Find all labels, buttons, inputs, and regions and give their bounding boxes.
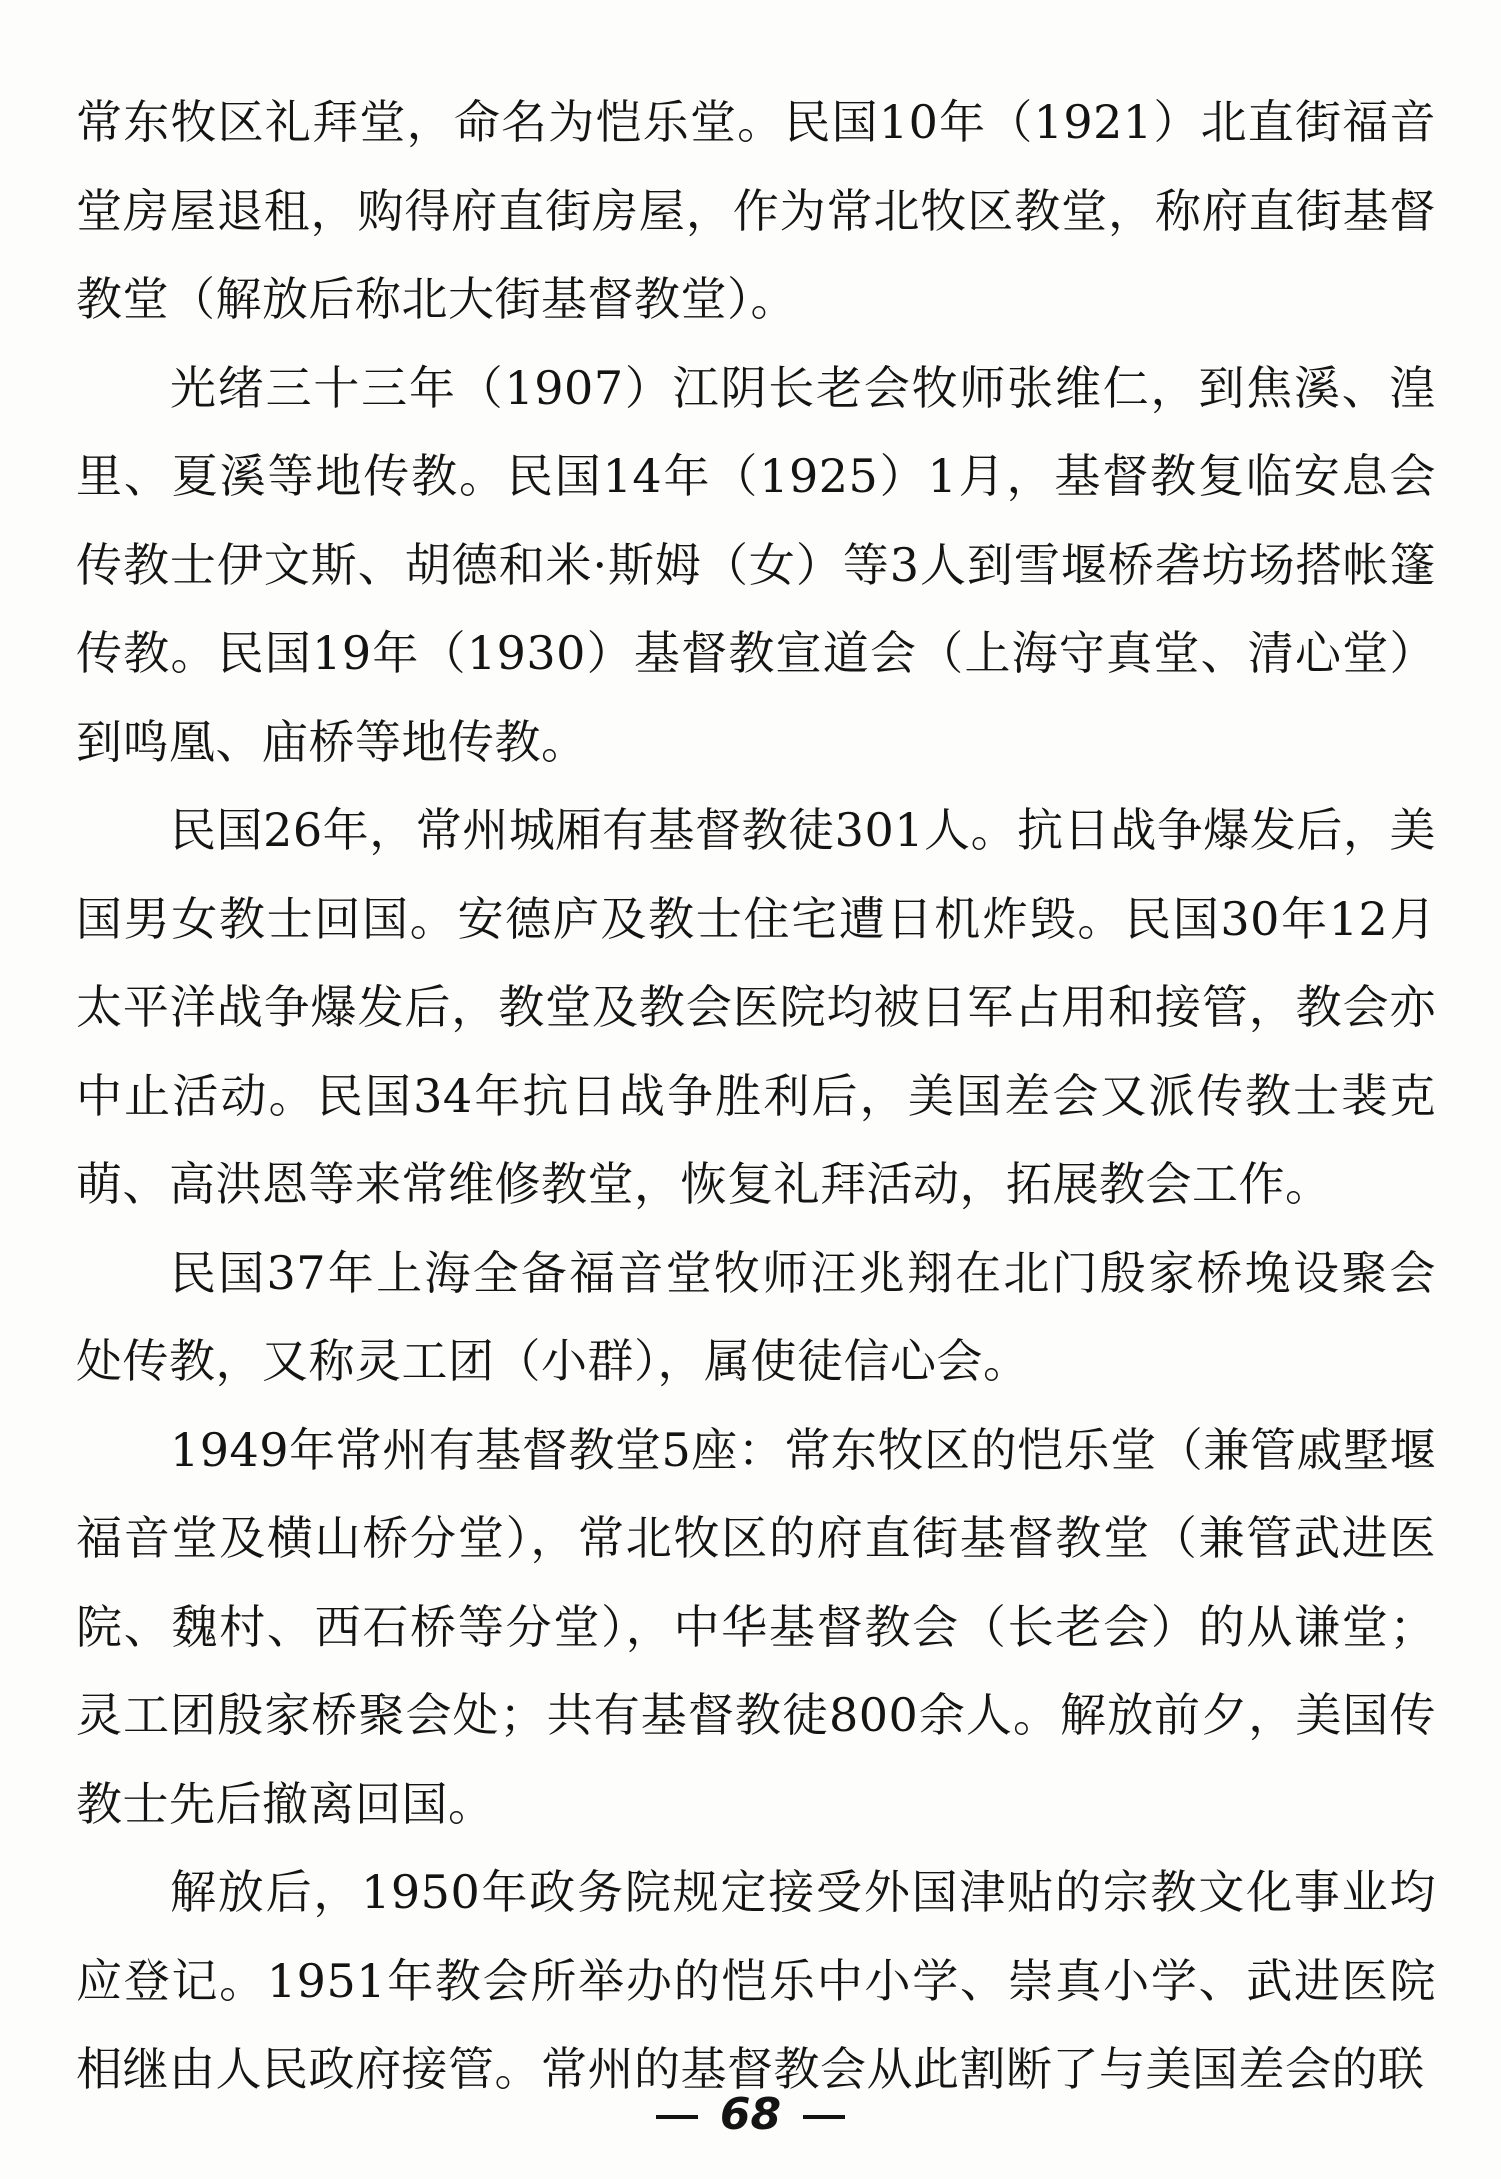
paragraph-6: 解放后，1950年政务院规定接受外国津贴的宗教文化事业均应登记。1951年教会所举办的恺乐中小学、崇真小学、武进医院相继由人民政府接管。常州的基督教会从此割断了与美国差会的联	[76, 1865, 1436, 2096]
paragraph-2: 光绪三十三年（1907）江阴长老会牧师张维仁，到焦溪、湟里、夏溪等地传教。民国14年（1925）1月，基督教复临安息会传教士伊文斯、胡德和米·斯姆（女）等3人到雪堰桥砻坊场搭帐篷传教。民国19年（1930）基督教宣道会（上海守真堂、清心堂）到鸣凰、庙桥等地传教。	[76, 360, 1436, 769]
paragraph-3: 民国26年，常州城厢有基督教徒301人。抗日战争爆发后，美国男女教士回国。安德庐及教士住宅遭日机炸毁。民国30年12月太平洋战争爆发后，教堂及教会医院均被日军占用和接管，教会亦中止活动。民国34年抗日战争胜利后，美国差会又派传教士裴克萌、高洪恩等来常维修教堂，恢复礼拜活动，拓展教会工作。	[76, 803, 1436, 1211]
page-number-right-dash	[803, 2115, 845, 2119]
page-number-left-dash	[656, 2115, 698, 2119]
paragraph-5: 1949年常州有基督教堂5座：常东牧区的恺乐堂（兼管戚墅堰福音堂及横山桥分堂），常北牧区的府直街基督教堂（兼管武进医院、魏村、西石桥等分堂），中华基督教会（长老会）的从谦堂；灵工团殷家桥聚会处；共有基督教徒800余人。解放前夕，美国传教士先后撤离回国。	[76, 1422, 1436, 1831]
body-text	[76, 78, 1436, 2114]
paragraph-4: 民国37年上海全备福音堂牧师汪兆翔在北门殷家桥堍设聚会处传教，又称灵工团（小群），属使徒信心会。	[76, 1245, 1436, 1388]
paragraph-1: 常东牧区礼拜堂，命名为恺乐堂。民国10年（1921）北直街福音堂房屋退租，购得府直街房屋，作为常北牧区教堂，称府直街基督教堂（解放后称北大街基督教堂）。	[76, 95, 1436, 326]
page-number-value: 68	[719, 2089, 782, 2140]
page-number	[0, 2090, 1501, 2140]
